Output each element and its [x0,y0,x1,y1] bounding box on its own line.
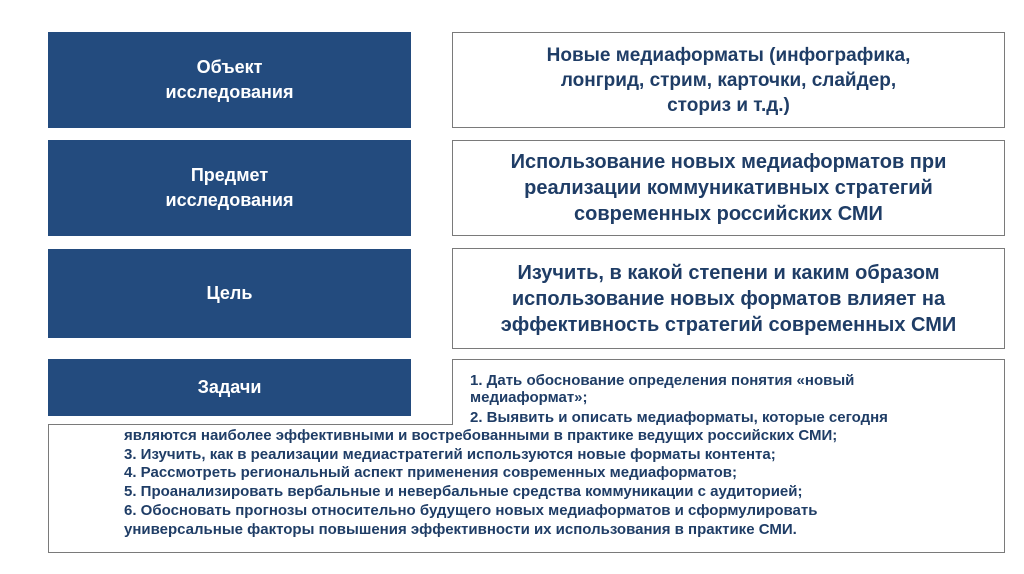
task-line: 2. Выявить и описать медиаформаты, которые сегодня [470,409,888,426]
content-subject-text: Использование новых медиаформатов при реализации коммуникативных стратегий современных российских СМИ [510,151,947,225]
label-object-of-research [48,32,411,128]
task-line: 3. Изучить, как в реализации медиастратегий используются новые форматы контента; [124,446,776,463]
task-line: 4. Рассмотреть региональный аспект применения современных медиаформатов; [124,464,737,481]
label-subject-text: Предмет исследования [165,165,294,210]
content-object-text: Новые медиаформаты (инфографика, лонгрид, стрим, карточки, слайдер, сториз и т.д.) [546,44,911,116]
label-goal-text: Цель [206,283,253,303]
content-object-of-research [452,32,1005,128]
label-object-text: Объект исследования [165,57,294,102]
task-line: 1. Дать обоснование определения понятия «новый [470,372,855,389]
label-tasks-text: Задачи [197,377,262,397]
content-goal [452,248,1005,349]
task-line: 5. Проанализировать вербальные и невербальные средства коммуникации с аудиторией; [124,483,803,500]
task-line: являются наиболее эффективными и востребованными в практике ведущих российских СМИ; [124,427,838,444]
task-line: универсальные факторы повышения эффективности их использования в практике СМИ. [124,521,797,538]
content-goal-text: Изучить, в какой степени и каким образом использование новых форматов влияет на эффективность стратегий современных СМИ [500,261,957,336]
task-line: 6. Обосновать прогнозы относительно будущего новых медиаформатов и сформулировать [124,502,818,519]
label-goal [48,249,411,338]
tasks-list [0,365,1024,555]
task-line: медиаформат»; [470,389,588,406]
label-subject-of-research [48,140,411,236]
content-subject-of-research [452,140,1005,236]
